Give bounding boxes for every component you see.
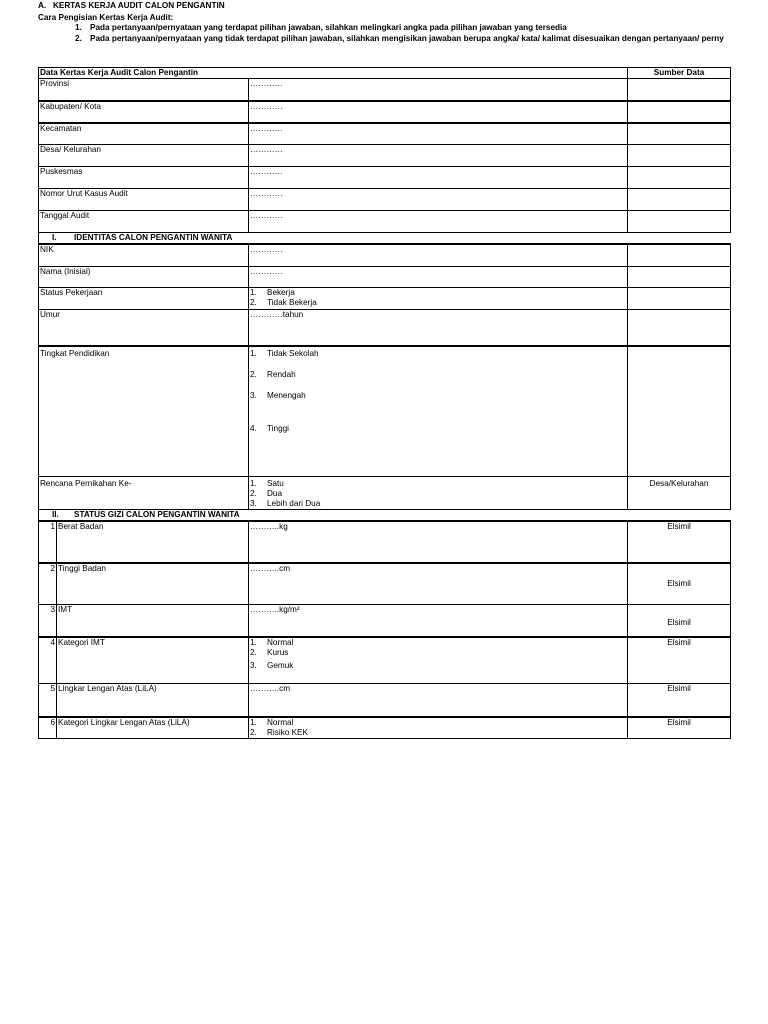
row-label: Tanggal Audit bbox=[39, 211, 249, 233]
row-source[interactable] bbox=[628, 145, 731, 167]
table-row bbox=[39, 346, 731, 476]
row-number: 4 bbox=[39, 637, 57, 684]
row-source[interactable] bbox=[628, 309, 731, 346]
row-label: Kategori Lingkar Lengan Atas (LiLA) bbox=[57, 717, 249, 739]
section-title: STATUS GIZI CALON PENGANTIN WANITA bbox=[74, 509, 240, 519]
audit-form-table bbox=[38, 67, 731, 739]
option[interactable]: 2. Rendah bbox=[250, 370, 296, 379]
option[interactable]: 2. Tidak Bekerja bbox=[250, 297, 317, 307]
table-row bbox=[39, 101, 731, 123]
table-row bbox=[39, 605, 731, 637]
row-source: Elsimil bbox=[628, 684, 731, 717]
row-value[interactable]: …………tahun bbox=[249, 309, 628, 346]
option[interactable]: 1. Bekerja bbox=[250, 287, 295, 297]
row-label: Puskesmas bbox=[39, 167, 249, 189]
row-number: 5 bbox=[39, 684, 57, 717]
row-value[interactable]: ………… bbox=[249, 145, 628, 167]
row-value[interactable]: ………..cm bbox=[249, 684, 628, 717]
row-source[interactable] bbox=[628, 101, 731, 123]
row-value[interactable]: ………… bbox=[249, 211, 628, 233]
option[interactable]: 3. Lebih dari Dua bbox=[250, 498, 321, 508]
row-value[interactable]: ………… bbox=[249, 79, 628, 101]
table-row bbox=[39, 189, 731, 211]
row-value[interactable]: ………… bbox=[249, 123, 628, 145]
instruction-1-number: 1. bbox=[75, 23, 82, 32]
option[interactable]: 2. Risiko KEK bbox=[250, 727, 308, 737]
heading-letter: A. bbox=[38, 1, 47, 10]
row-label: Kabupaten/ Kota bbox=[39, 101, 249, 123]
row-source: Elsimil bbox=[628, 717, 731, 739]
option[interactable]: 1. Satu bbox=[250, 478, 284, 488]
section-title: IDENTITAS CALON PENGANTIN WANITA bbox=[74, 233, 233, 242]
table-row bbox=[39, 476, 731, 509]
table-row bbox=[39, 521, 731, 563]
section-status-gizi-header bbox=[39, 509, 731, 521]
table-row bbox=[39, 309, 731, 346]
table-row bbox=[39, 287, 731, 309]
row-value[interactable]: ………… bbox=[249, 244, 628, 266]
heading-subtitle: Cara Pengisian Kertas Kerja Audit: bbox=[38, 13, 174, 22]
table-row bbox=[39, 684, 731, 717]
row-number: 1 bbox=[39, 521, 57, 563]
row-value[interactable]: ………… bbox=[249, 266, 628, 287]
table-row bbox=[39, 167, 731, 189]
row-number: 6 bbox=[39, 717, 57, 739]
row-source: Elsimil bbox=[628, 605, 731, 637]
row-value[interactable]: ………… bbox=[249, 167, 628, 189]
table-row bbox=[39, 717, 731, 739]
row-source[interactable] bbox=[628, 244, 731, 266]
row-source[interactable] bbox=[628, 346, 731, 476]
instruction-1 bbox=[75, 23, 765, 32]
row-options bbox=[249, 287, 628, 309]
option[interactable]: 2. Kurus bbox=[250, 647, 289, 657]
row-source[interactable] bbox=[628, 79, 731, 101]
row-options bbox=[249, 637, 628, 684]
row-options bbox=[249, 717, 628, 739]
section-roman: I. bbox=[52, 233, 57, 242]
row-label: Berat Badan bbox=[57, 521, 249, 563]
row-source: Desa/Kelurahan bbox=[628, 476, 731, 509]
table-row bbox=[39, 637, 731, 684]
row-label: Nama (Inisial) bbox=[39, 266, 249, 287]
row-label: Rencana Pernikahan Ke- bbox=[39, 476, 249, 509]
row-source[interactable] bbox=[628, 123, 731, 145]
option[interactable]: 1. Tidak Sekolah bbox=[250, 349, 319, 358]
header-left: Data Kertas Kerja Audit Calon Pengantin bbox=[39, 68, 628, 79]
row-label: Umur bbox=[39, 309, 249, 346]
row-source[interactable] bbox=[628, 189, 731, 211]
row-value[interactable]: ………..kg bbox=[249, 521, 628, 563]
row-source[interactable] bbox=[628, 266, 731, 287]
row-options bbox=[249, 346, 628, 476]
table-header-row bbox=[39, 68, 731, 79]
instruction-2-number: 2. bbox=[75, 34, 82, 43]
section-roman: II. bbox=[52, 509, 59, 519]
row-source: Elsimil bbox=[628, 521, 731, 563]
row-label: Desa/ Kelurahan bbox=[39, 145, 249, 167]
row-label: Nomor Urut Kasus Audit bbox=[39, 189, 249, 211]
option[interactable]: 2. Dua bbox=[250, 488, 283, 498]
heading-title bbox=[38, 1, 225, 10]
row-label: Lingkar Lengan Atas (LiLA) bbox=[57, 684, 249, 717]
instruction-2-text: Pada pertanyaan/pernyataan yang tidak terdapat pilihan jawaban, silahkan mengisikan jawaban berupa angka/ kata/ kalimat disesuaikan dengan pertanyaan/ perny bbox=[90, 34, 724, 43]
table-row bbox=[39, 244, 731, 266]
row-label: Status Pekerjaan bbox=[39, 287, 249, 309]
table-row bbox=[39, 145, 731, 167]
row-source[interactable] bbox=[628, 287, 731, 309]
table-row bbox=[39, 211, 731, 233]
option[interactable]: 3. Gemuk bbox=[250, 660, 294, 670]
row-source[interactable] bbox=[628, 167, 731, 189]
option[interactable]: 1. Normal bbox=[250, 717, 294, 727]
row-label: NIK bbox=[39, 244, 249, 266]
row-source: Elsimil bbox=[628, 563, 731, 605]
row-number: 2 bbox=[39, 563, 57, 605]
option[interactable]: 1. Normal bbox=[250, 637, 294, 647]
row-label: IMT bbox=[57, 605, 249, 637]
instruction-2 bbox=[75, 34, 765, 43]
table-row bbox=[39, 563, 731, 605]
row-source[interactable] bbox=[628, 211, 731, 233]
header-source: Sumber Data bbox=[628, 68, 731, 79]
table-row bbox=[39, 79, 731, 101]
section-identitas-header bbox=[39, 233, 731, 245]
row-label: Kecamatan bbox=[39, 123, 249, 145]
row-value[interactable]: ………… bbox=[249, 101, 628, 123]
row-value[interactable]: ………..kg/m² bbox=[249, 605, 628, 637]
row-source: Elsimil bbox=[628, 637, 731, 684]
row-label: Tinggi Badan bbox=[57, 563, 249, 605]
row-value[interactable]: ………… bbox=[249, 189, 628, 211]
row-label: Provinsi bbox=[39, 79, 249, 101]
option[interactable]: 4. Tinggi bbox=[250, 424, 289, 433]
heading-title-text: KERTAS KERJA AUDIT CALON PENGANTIN bbox=[53, 1, 225, 10]
row-value[interactable]: ………..cm bbox=[249, 563, 628, 605]
table-row bbox=[39, 123, 731, 145]
row-label: Tingkat Pendidikan bbox=[39, 346, 249, 476]
row-label: Kategori IMT bbox=[57, 637, 249, 684]
option[interactable]: 3. Menengah bbox=[250, 391, 306, 400]
table-row bbox=[39, 266, 731, 287]
row-options bbox=[249, 476, 628, 509]
instruction-1-text: Pada pertanyaan/pernyataan yang terdapat pilihan jawaban, silahkan melingkari angka pada pilihan jawaban yang tersedia bbox=[90, 23, 567, 32]
row-number: 3 bbox=[39, 605, 57, 637]
